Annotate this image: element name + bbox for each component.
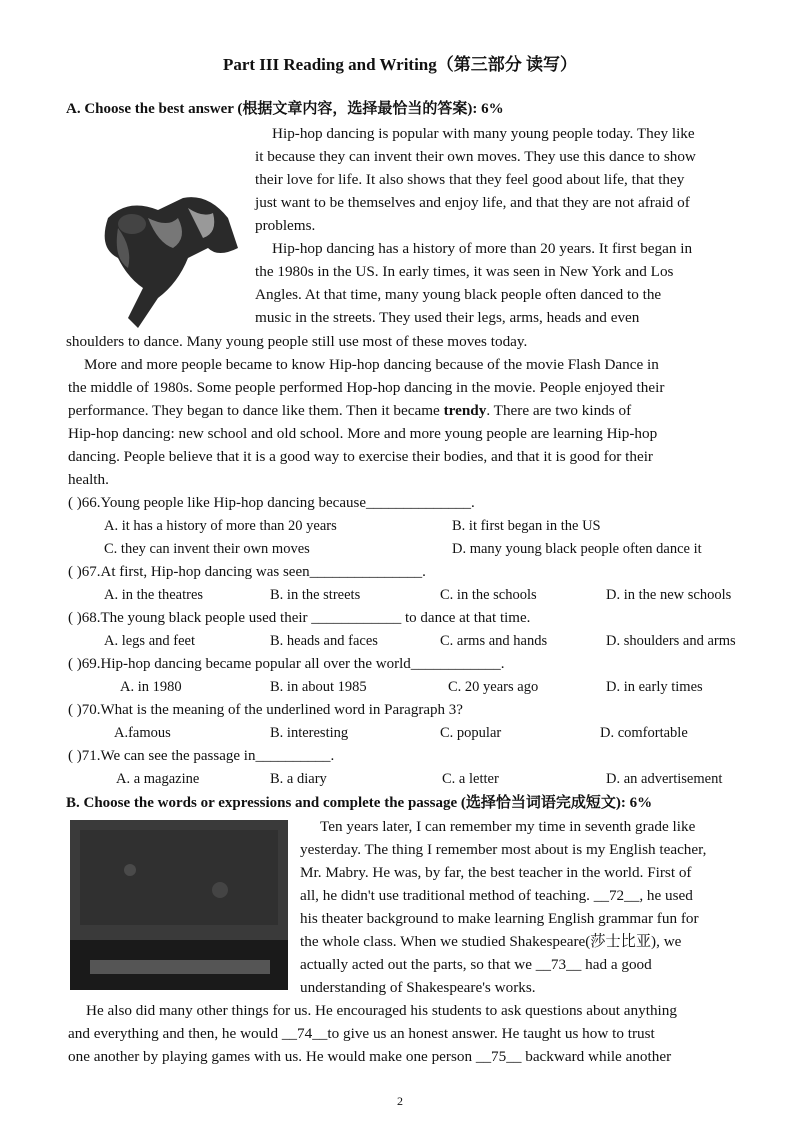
passage-a-line-15: dancing. People believe that it is a good way to exercise their bodies, and that it is good for their	[68, 448, 653, 465]
question-68: ( )68.The young black people used their ____________ to dance at that time.	[68, 610, 531, 626]
passage-b-line-2: yesterday. The thing I remember most about is my English teacher,	[300, 841, 707, 858]
q67-option-b: B. in the streets	[270, 587, 361, 603]
passage-a-line-4: just want to be themselves and enjoy life, and that they are not afraid of	[255, 194, 690, 211]
passage-b-line-3: Mr. Mabry. He was, by far, the best teacher in the world. First of	[300, 864, 692, 881]
page-number: 2	[397, 1094, 403, 1108]
q71-option-d: D. an advertisement	[606, 771, 723, 787]
passage-a-line-2: it because they can invent their own moves. They use this dance to show	[255, 148, 696, 165]
passage-a-line-8: Angles. At that time, many young black people often danced to the	[255, 286, 662, 303]
q69-option-c: C. 20 years ago	[448, 679, 539, 695]
q71-option-c: C. a letter	[442, 771, 499, 787]
q68-option-c: C. arms and hands	[440, 633, 548, 649]
q66-option-d: D. many young black people often dance it	[452, 541, 702, 557]
classroom-photo	[70, 820, 288, 990]
q70-option-d: D. comfortable	[600, 725, 688, 741]
question-67: ( )67.At first, Hip-hop dancing was seen_______________.	[68, 564, 426, 580]
passage-a-line-12: the middle of 1980s. Some people performed Hop-hop dancing in the movie. People enjoyed their	[68, 379, 665, 396]
q66-option-a: A. it has a history of more than 20 years	[104, 518, 337, 534]
passage-a-line-13	[68, 402, 631, 420]
passage-a-line-1: Hip-hop dancing is popular with many young people today. They like	[272, 125, 695, 142]
q69-option-a: A. in 1980	[120, 679, 182, 695]
q67-option-a: A. in the theatres	[104, 587, 204, 603]
underlined-word: trendy	[443, 402, 487, 419]
q66-option-c: C. they can invent their own moves	[104, 541, 310, 557]
q70-option-c: C. popular	[440, 725, 502, 741]
passage-b-line-11: one another by playing games with us. He would make one person __75__ backward while another	[68, 1048, 672, 1065]
q70-option-b: B. interesting	[270, 725, 349, 741]
q68-option-a: A. legs and feet	[104, 633, 195, 649]
passage-a-line-16: health.	[68, 471, 109, 488]
passage-b-line-5: his theater background to make learning English grammar fun for	[300, 910, 699, 927]
dancer-image	[88, 188, 246, 334]
passage-b-line-7: actually acted out the parts, so that we __73__ had a good	[300, 956, 652, 973]
section-b-heading: B. Choose the words or expressions and complete the passage (选择恰当词语完成短文): 6%	[66, 795, 653, 811]
passage-a-line-11: More and more people became to know Hip-hop dancing because of the movie Flash Dance in	[84, 356, 659, 373]
q67-option-c: C. in the schools	[440, 587, 537, 603]
q67-option-d: D. in the new schools	[606, 587, 732, 603]
question-71: ( )71.We can see the passage in__________.	[68, 748, 335, 764]
passage-a-line-14: Hip-hop dancing: new school and old school. More and more young people are learning Hip-hop	[68, 425, 658, 442]
passage-a-line-9: music in the streets. They used their legs, arms, heads and even	[255, 309, 640, 326]
passage-b-line-8: understanding of Shakespeare's works.	[300, 979, 536, 996]
passage-a-line-7: the 1980s in the US. In early times, it was seen in New York and Los	[255, 263, 674, 280]
q68-option-b: B. heads and faces	[270, 633, 378, 649]
passage-a-line-5: problems.	[255, 217, 316, 234]
passage-b-line-6: the whole class. When we studied Shakespeare(莎士比亚), we	[300, 933, 682, 950]
q71-option-a: A. a magazine	[116, 771, 200, 787]
passage-a-line-10: shoulders to dance. Many young people still use most of these moves today.	[66, 333, 528, 350]
q69-option-d: D. in early times	[606, 679, 703, 695]
passage-b-line-1: Ten years later, I can remember my time in seventh grade like	[320, 818, 696, 835]
passage-text: . There are two kinds of	[486, 402, 632, 419]
question-66: ( )66.Young people like Hip-hop dancing because______________.	[68, 495, 475, 511]
passage-a-line-6: Hip-hop dancing has a history of more than 20 years. It first began in	[272, 240, 693, 257]
q68-option-d: D. shoulders and arms	[606, 633, 736, 649]
q71-option-b: B. a diary	[270, 771, 327, 787]
passage-a-line-3: their love for life. It also shows that they feel good about life, that they	[255, 171, 685, 188]
q69-option-b: B. in about 1985	[270, 679, 367, 695]
page-title: Part III Reading and Writing（第三部分 读写）	[222, 55, 578, 74]
question-69: ( )69.Hip-hop dancing became popular all over the world____________.	[68, 656, 505, 672]
passage-b-line-10: and everything and then, he would __74__to give us an honest answer. He taught us how to trust	[68, 1025, 655, 1042]
passage-b-line-9: He also did many other things for us. He encouraged his students to ask questions about anything	[86, 1002, 677, 1019]
question-70: ( )70.What is the meaning of the underlined word in Paragraph 3?	[68, 702, 463, 718]
q66-option-b: B. it first began in the US	[452, 518, 601, 534]
q70-option-a: A.famous	[114, 725, 171, 741]
passage-b-line-4: all, he didn't use traditional method of teaching. __72__, he used	[300, 887, 693, 904]
passage-text: performance. They began to dance like them. Then it became	[68, 402, 440, 419]
section-a-heading: A. Choose the best answer (根据文章内容，选择最恰当的答案): 6%	[66, 101, 504, 117]
